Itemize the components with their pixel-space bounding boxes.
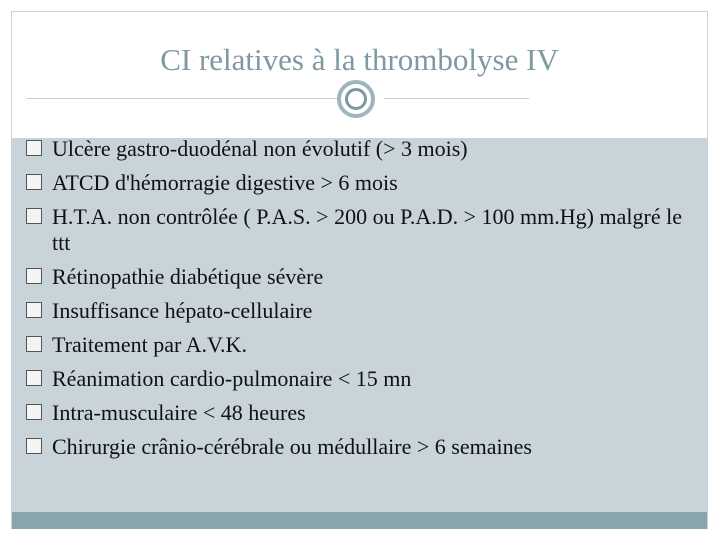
checkbox-square-icon <box>26 208 42 224</box>
title-divider-left <box>27 98 337 99</box>
checkbox-square-icon <box>26 302 42 318</box>
bullet-text: Insuffisance hépato-cellulaire <box>52 298 313 323</box>
slide-title: CI relatives à la thrombolyse IV <box>160 42 559 77</box>
bullet-text: H.T.A. non contrôlée ( P.A.S. > 200 ou P.A.D. > 100 mm.Hg) malgré le ttt <box>52 204 682 255</box>
checkbox-square-icon <box>26 140 42 156</box>
bullet-text: Intra-musculaire < 48 heures <box>52 400 306 425</box>
title-divider-right <box>384 98 529 99</box>
bullet-item <box>24 204 694 256</box>
checkbox-square-icon <box>26 336 42 352</box>
bullet-item <box>24 136 694 162</box>
bullet-list <box>24 136 694 468</box>
bullet-text: ATCD d'hémorragie digestive > 6 mois <box>52 170 398 195</box>
bullet-text: Réanimation cardio-pulmonaire < 15 mn <box>52 366 412 391</box>
bottom-bar <box>12 512 707 529</box>
bullet-item <box>24 298 694 324</box>
bullet-text: Traitement par A.V.K. <box>52 332 247 357</box>
bullet-item <box>24 264 694 290</box>
checkbox-square-icon <box>26 438 42 454</box>
bullet-item <box>24 434 694 460</box>
bullet-text: Rétinopathie diabétique sévère <box>52 264 324 289</box>
inner-ring <box>345 88 367 110</box>
checkbox-square-icon <box>26 268 42 284</box>
bullet-text: Ulcère gastro-duodénal non évolutif (> 3 mois) <box>52 136 468 161</box>
double-ring-icon <box>337 80 375 118</box>
checkbox-square-icon <box>26 404 42 420</box>
bullet-item <box>24 332 694 358</box>
checkbox-square-icon <box>26 174 42 190</box>
bullet-text: Chirurgie crânio-cérébrale ou médullaire > 6 semaines <box>52 434 532 459</box>
checkbox-square-icon <box>26 370 42 386</box>
bullet-item <box>24 170 694 196</box>
bullet-item <box>24 366 694 392</box>
bullet-item <box>24 400 694 426</box>
